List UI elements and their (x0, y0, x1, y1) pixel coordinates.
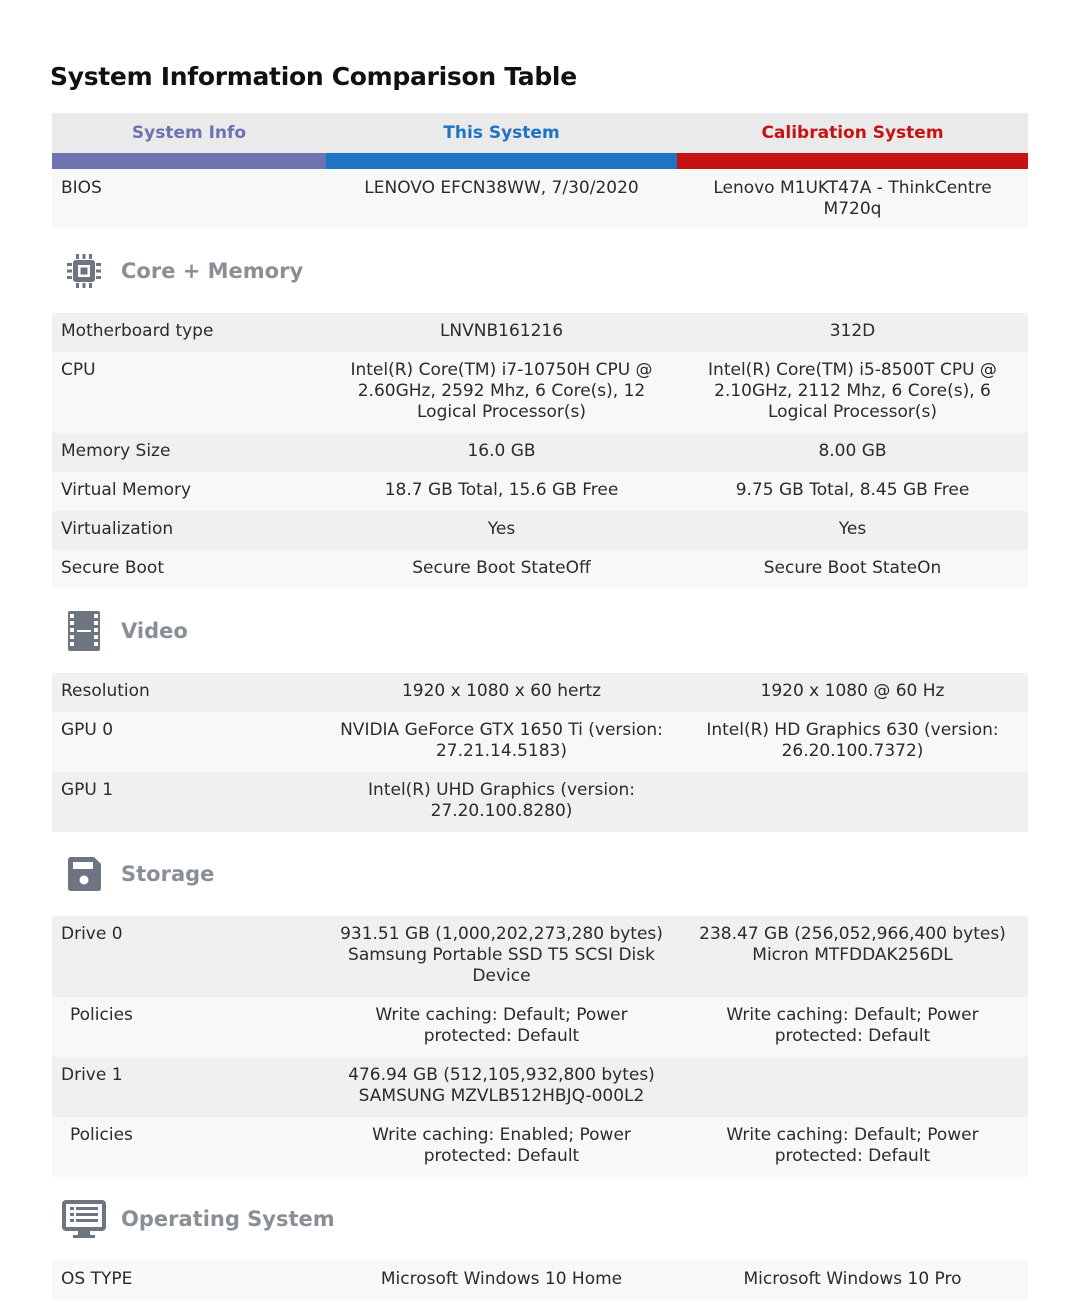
section-video (52, 589, 1028, 673)
section-title: Core + Memory (121, 259, 304, 283)
row-calibration-value: 312D (829, 321, 876, 341)
row-calibration-value: Yes (838, 519, 867, 539)
table-row (52, 433, 1028, 472)
row-label: BIOS (61, 178, 102, 198)
row-this-value: 18.7 GB Total, 15.6 GB Free (384, 480, 619, 500)
row-calibration-value: Intel(R) HD Graphics 630 (version: 26.20.100.7372) (706, 720, 999, 761)
color-bar-calibration-system (677, 153, 1028, 169)
header-calibration-system: Calibration System (761, 123, 944, 143)
header-system-info: System Info (131, 123, 247, 143)
header-color-bar (52, 153, 1028, 169)
row-this-value: Microsoft Windows 10 Home (380, 1269, 623, 1289)
row-this-value: Write caching: Enabled; Power protected: Default (372, 1125, 631, 1166)
row-this-value: LENOVO EFCN38WW, 7/30/2020 (364, 178, 639, 198)
row-this-value: Intel(R) Core(TM) i7-10750H CPU @ 2.60GHz, 2592 Mhz, 6 Core(s), 12 Logical Processor(s) (350, 360, 653, 422)
row-calibration-value: 238.47 GB (256,052,966,400 bytes) Micron MTFDDAK256DL (699, 924, 1006, 965)
monitor-list-icon (61, 1196, 107, 1242)
header-this-system: This System (443, 123, 560, 143)
section-title: Operating System (121, 1207, 335, 1231)
table-row (52, 1261, 1028, 1300)
row-label: Secure Boot (61, 558, 164, 578)
row-this-value: 931.51 GB (1,000,202,273,280 bytes) Samsung Portable SSD T5 SCSI Disk Device (340, 924, 663, 986)
row-this-value: 16.0 GB (467, 441, 536, 461)
table-row (52, 472, 1028, 511)
row-label: Resolution (61, 681, 150, 701)
table-row (52, 916, 1028, 997)
table-row (52, 1117, 1028, 1177)
table-row (52, 772, 1028, 832)
section-title: Video (121, 619, 188, 643)
color-bar-this-system (326, 153, 677, 169)
page-title: System Information Comparison Table (50, 62, 577, 91)
row-calibration-value: Write caching: Default; Power protected: Default (726, 1125, 979, 1166)
table-row (52, 313, 1028, 352)
row-calibration-value: 9.75 GB Total, 8.45 GB Free (735, 480, 970, 500)
table-row (52, 673, 1028, 712)
row-label: OS TYPE (61, 1269, 133, 1289)
table-row (52, 550, 1028, 589)
row-label: Virtual Memory (61, 480, 192, 500)
row-label: Drive 1 (61, 1065, 123, 1085)
row-this-value: Secure Boot StateOff (412, 558, 591, 578)
row-label: Motherboard type (61, 321, 214, 341)
row-calibration-value: Write caching: Default; Power protected: Default (726, 1005, 979, 1046)
row-label: Policies (70, 1005, 133, 1025)
row-this-value: Yes (487, 519, 516, 539)
cpu-chip-icon (61, 248, 107, 294)
table-row (52, 511, 1028, 550)
row-label: CPU (61, 360, 96, 380)
row-calibration-value: 8.00 GB (818, 441, 887, 461)
row-calibration-value: 1920 x 1080 @ 60 Hz (760, 681, 945, 701)
section-core-memory (52, 229, 1028, 313)
row-calibration-value: Secure Boot StateOn (763, 558, 942, 578)
table-row (52, 712, 1028, 772)
row-calibration-value (677, 780, 1028, 832)
row-calibration-value: Lenovo M1UKT47A - ThinkCentre M720q (713, 178, 992, 219)
row-label: Policies (70, 1125, 133, 1145)
table-row (52, 352, 1028, 433)
row-this-value: 476.94 GB (512,105,932,800 bytes) SAMSUNG MZVLB512HBJQ-000L2 (348, 1065, 655, 1106)
row-label: GPU 1 (61, 780, 114, 800)
section-storage (52, 832, 1028, 916)
row-this-value: LNVNB161216 (439, 321, 564, 341)
row-label: GPU 0 (61, 720, 114, 740)
floppy-disk-icon (61, 851, 107, 897)
table-row-bios (52, 169, 1028, 229)
row-this-value: NVIDIA GeForce GTX 1650 Ti (version: 27.21.14.5183) (340, 720, 663, 761)
row-label: Drive 0 (61, 924, 123, 944)
row-label: Memory Size (61, 441, 171, 461)
section-title: Storage (121, 862, 215, 886)
comparison-table (52, 113, 1028, 1300)
table-row (52, 997, 1028, 1057)
color-bar-system-info (52, 153, 326, 169)
film-strip-icon (61, 608, 107, 654)
row-calibration-value: Microsoft Windows 10 Pro (743, 1269, 962, 1289)
row-this-value: 1920 x 1080 x 60 hertz (401, 681, 602, 701)
row-this-value: Intel(R) UHD Graphics (version: 27.20.100.8280) (368, 780, 635, 821)
section-operating-system (52, 1177, 1028, 1261)
row-label: Virtualization (61, 519, 174, 539)
row-calibration-value (677, 1065, 1028, 1117)
table-header (52, 113, 1028, 153)
row-calibration-value: Intel(R) Core(TM) i5-8500T CPU @ 2.10GHz, 2112 Mhz, 6 Core(s), 6 Logical Processor(s) (708, 360, 997, 422)
table-row (52, 1057, 1028, 1117)
row-this-value: Write caching: Default; Power protected: Default (375, 1005, 628, 1046)
